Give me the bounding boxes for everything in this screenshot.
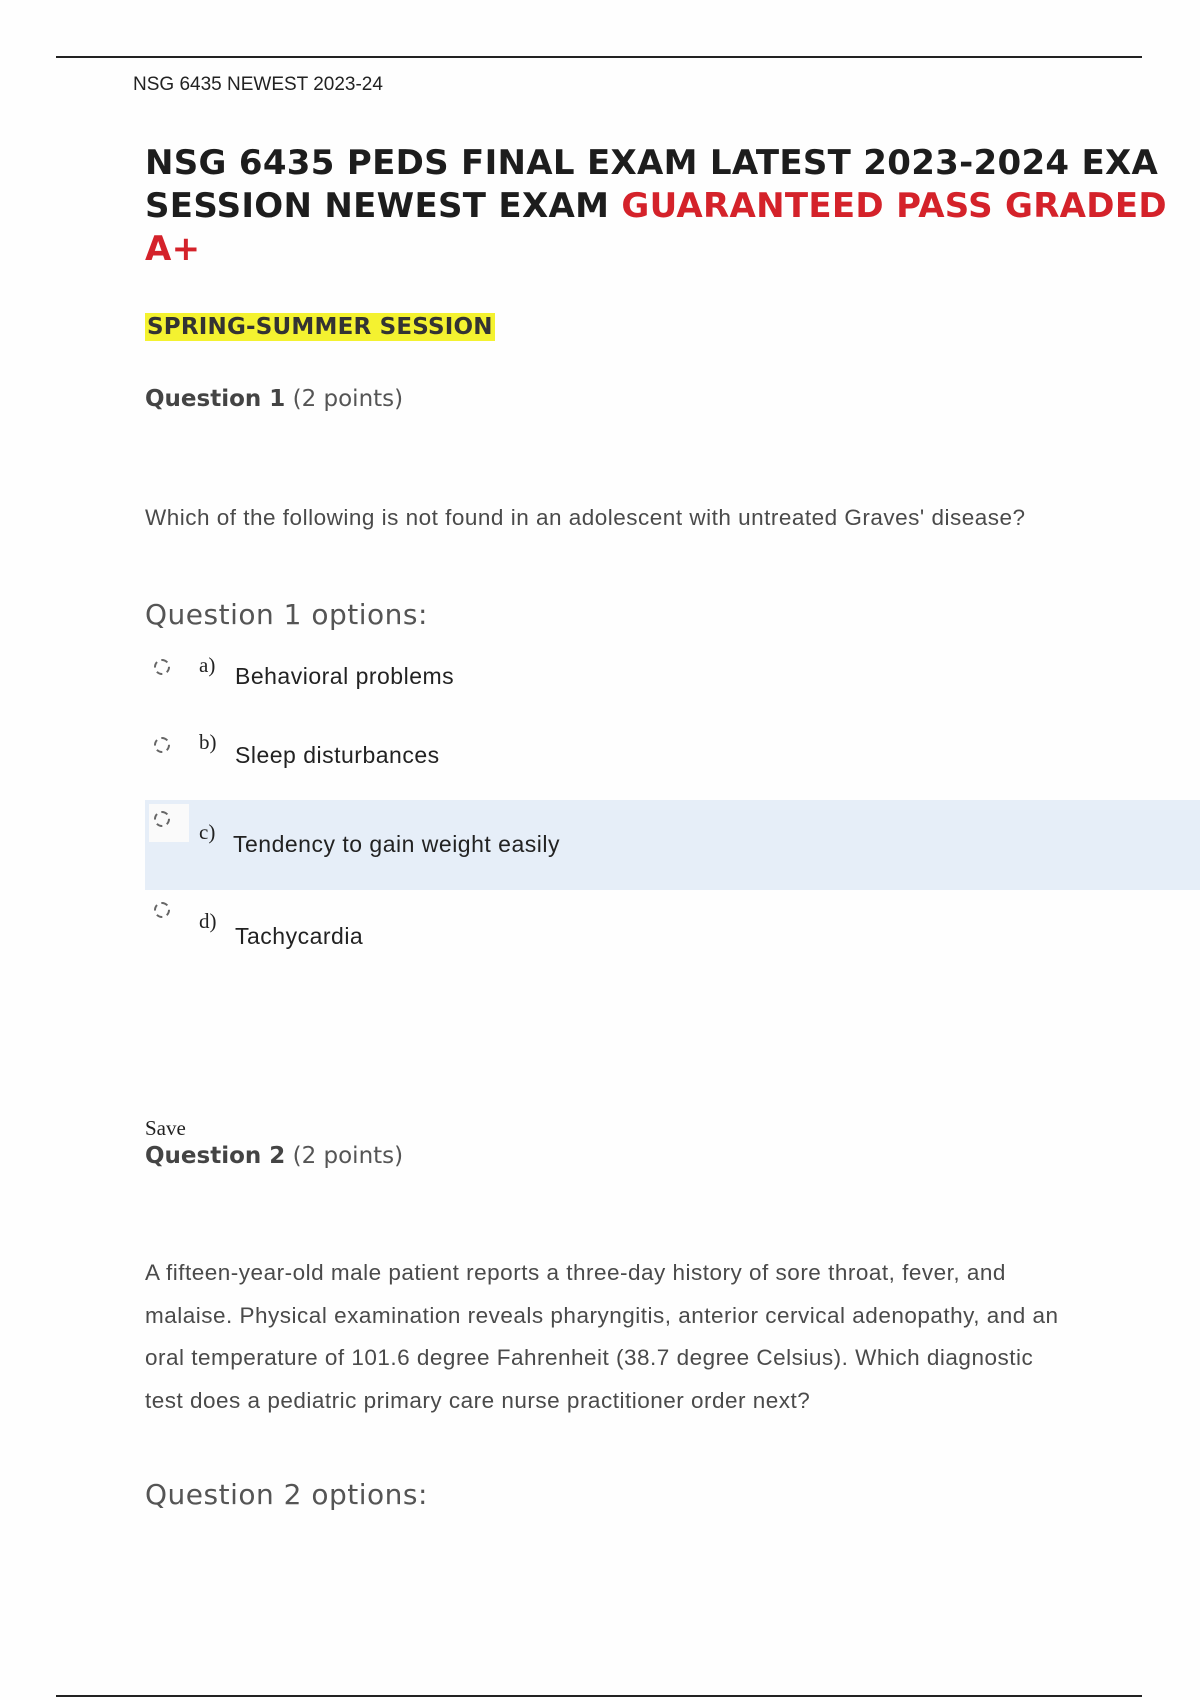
option-label: Tachycardia — [235, 923, 364, 949]
radio-button-icon[interactable] — [154, 659, 170, 675]
question-1-text: Which of the following is not found in an adolescent with untreated Graves' disease? — [145, 505, 1026, 530]
radio-button-icon[interactable] — [154, 811, 170, 827]
question-number: Question 1 — [145, 386, 286, 412]
page-header: NSG 6435 NEWEST 2023-24 — [133, 74, 383, 95]
bottom-rule — [56, 1695, 1142, 1697]
question-2-options-heading: Question 2 options: — [145, 1478, 428, 1511]
question-2-heading — [145, 1143, 403, 1169]
question-1-heading — [145, 386, 403, 412]
document-title — [145, 142, 1200, 271]
question-points: (2 points) — [292, 386, 404, 412]
title-highlight: GUARANTEED PASS GRADED A+ — [145, 186, 1167, 269]
option-label: Sleep disturbances — [235, 742, 440, 768]
top-rule — [56, 56, 1142, 58]
radio-button-icon[interactable] — [154, 737, 170, 753]
question-number: Question 2 — [145, 1143, 286, 1169]
option-letter: c) — [199, 820, 216, 844]
radio-button-icon[interactable] — [154, 902, 170, 918]
question-2-text: A fifteen-year-old male patient reports a three-day history of sore throat, fever, and malaise. Physical examination reveals pharyngitis, anterior cervical adenopathy, and an oral temperature of 101.6 degree Fahrenheit (38.7 degree Celsius). Which diagnostic test does a pediatric primary care nurse practitioner order next? — [145, 1260, 1059, 1413]
option-label: Tendency to gain weight easily — [233, 831, 560, 857]
title-main: NSG 6435 PEDS FINAL EXAM LATEST 2023-2024 EXA SESSION NEWEST EXAM — [145, 143, 1159, 226]
question-1-options-heading: Question 1 options: — [145, 598, 428, 631]
option-label: Behavioral problems — [235, 663, 455, 689]
save-button[interactable]: Save — [145, 1116, 186, 1140]
question-points: (2 points) — [292, 1143, 404, 1169]
option-d[interactable] — [145, 899, 1200, 989]
option-letter: a) — [199, 653, 216, 677]
option-letter: d) — [199, 909, 217, 933]
session-label: SPRING-SUMMER SESSION — [147, 314, 493, 340]
option-letter: b) — [199, 730, 217, 754]
option-c[interactable] — [145, 800, 1200, 890]
